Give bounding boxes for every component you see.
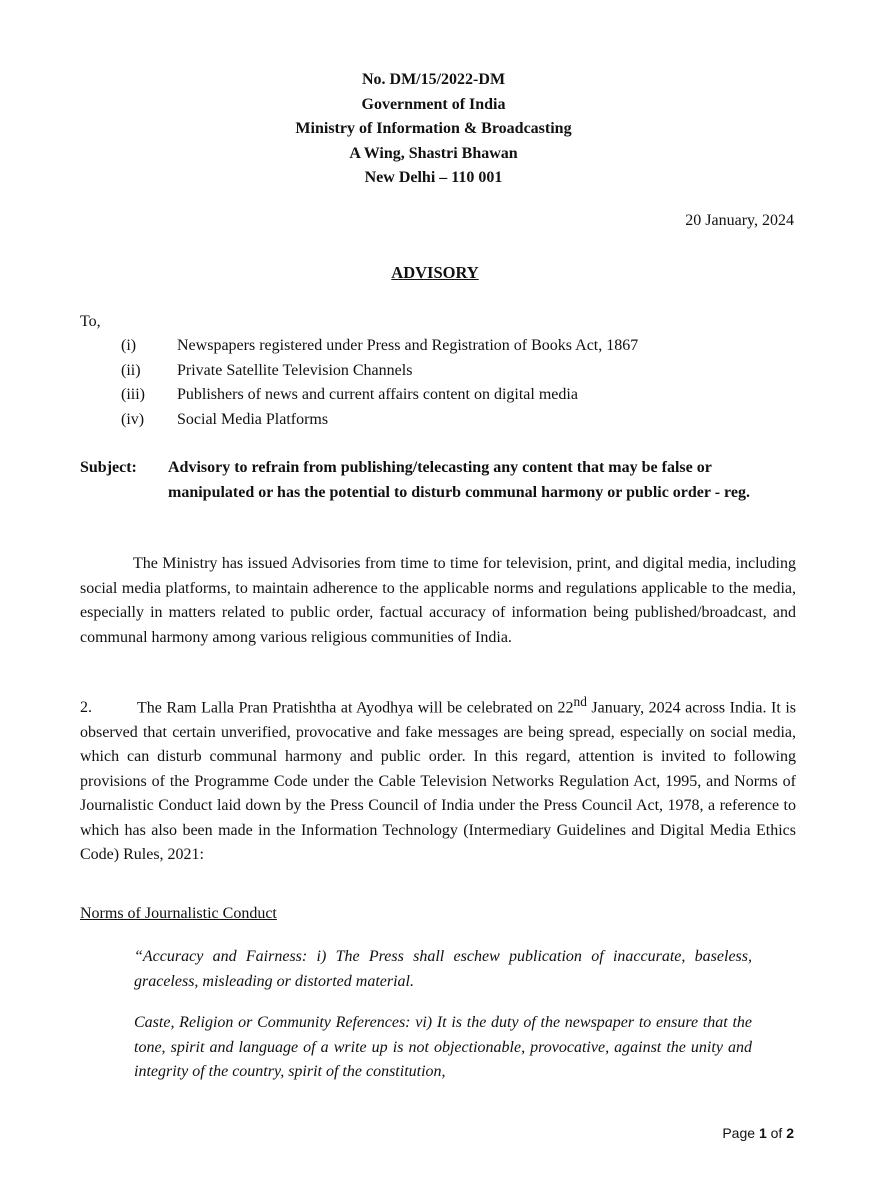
document-date: 20 January, 2024 bbox=[685, 212, 794, 229]
quote-caste-religion: Caste, Religion or Community References: vi) It is the duty of the newspaper to ensure that the tone, spirit and language of a write up is not objectionable, provocative, against the unity and integrity of the country, spirit of the constitution, bbox=[134, 1014, 752, 1080]
recipient-list bbox=[121, 334, 638, 432]
paragraph-text-end: January, 2024 across India. It is observed that certain unverified, provocative and fake messages are being spread, especially on social media, which can disturb communal harmony and public order. In this regard, attention is invited to following provisions of the Programme Code under the Cable Television Networks Regulation Act, 1995, and Norms of Journalistic Conduct laid down by the Press Council of India under the Press Council Act, 1978, a reference to which has also been made in the Information Technology (Intermediary Guidelines and Digital Media Ethics Code) Rules, 2021: bbox=[80, 699, 796, 864]
page-prefix: Page bbox=[722, 1125, 759, 1141]
list-item bbox=[121, 334, 638, 359]
list-item bbox=[121, 359, 638, 384]
quote-accuracy-fairness: “Accuracy and Fairness: i) The Press shall eschew publication of inaccurate, baseless, graceless, misleading or distorted material. bbox=[134, 948, 752, 990]
document-title: ADVISORY bbox=[391, 263, 479, 282]
recipient-number: (iii) bbox=[121, 386, 145, 404]
recipient-text: Publishers of news and current affairs content on digital media bbox=[177, 386, 578, 404]
government-name: Government of India bbox=[361, 95, 506, 113]
address-line-1: A Wing, Shastri Bhawan bbox=[349, 144, 518, 162]
page-number bbox=[722, 1125, 794, 1141]
paragraph-1: The Ministry has issued Advisories from time to time for television, print, and digital media, including social media platforms, to maintain adherence to the applicable norms and regulations applicable to the media, especially in matters related to public order, factual accuracy of information being published/broadcast, and communal harmony among various religious communities of India. bbox=[80, 555, 796, 646]
ministry-name: Ministry of Information & Broadcasting bbox=[295, 120, 572, 137]
recipient-text: Social Media Platforms bbox=[177, 410, 329, 428]
recipient-text: Newspapers registered under Press and Registration of Books Act, 1867 bbox=[177, 337, 639, 354]
ordinal-suffix: nd bbox=[573, 694, 587, 709]
page-middle: of bbox=[766, 1125, 787, 1141]
subject-block bbox=[80, 456, 800, 505]
page-total: 2 bbox=[786, 1125, 794, 1141]
subject-label: Subject: bbox=[80, 459, 137, 476]
paragraph-number: 2. bbox=[80, 699, 92, 717]
reference-number: No. DM/15/2022-DM bbox=[361, 71, 506, 88]
paragraph-2 bbox=[80, 690, 796, 868]
list-item bbox=[121, 408, 638, 433]
subject-text: Advisory to refrain from publishing/telecasting any content that may be false or manipulated or has the potential to disturb communal harmony or public order - reg. bbox=[168, 459, 750, 501]
recipient-number: (i) bbox=[121, 337, 137, 354]
recipient-number: (iv) bbox=[121, 410, 145, 428]
paragraph-text-start: The Ram Lalla Pran Pratishtha at Ayodhya will be celebrated on 22 bbox=[137, 699, 574, 717]
recipient-text: Private Satellite Television Channels bbox=[177, 361, 413, 379]
section-heading: Norms of Journalistic Conduct bbox=[80, 905, 277, 922]
page-current: 1 bbox=[758, 1125, 767, 1141]
address-line-2: New Delhi – 110 001 bbox=[364, 169, 503, 186]
list-item bbox=[121, 383, 638, 408]
to-label: To, bbox=[80, 313, 101, 330]
letterhead bbox=[0, 68, 870, 191]
recipient-number: (ii) bbox=[121, 361, 141, 379]
